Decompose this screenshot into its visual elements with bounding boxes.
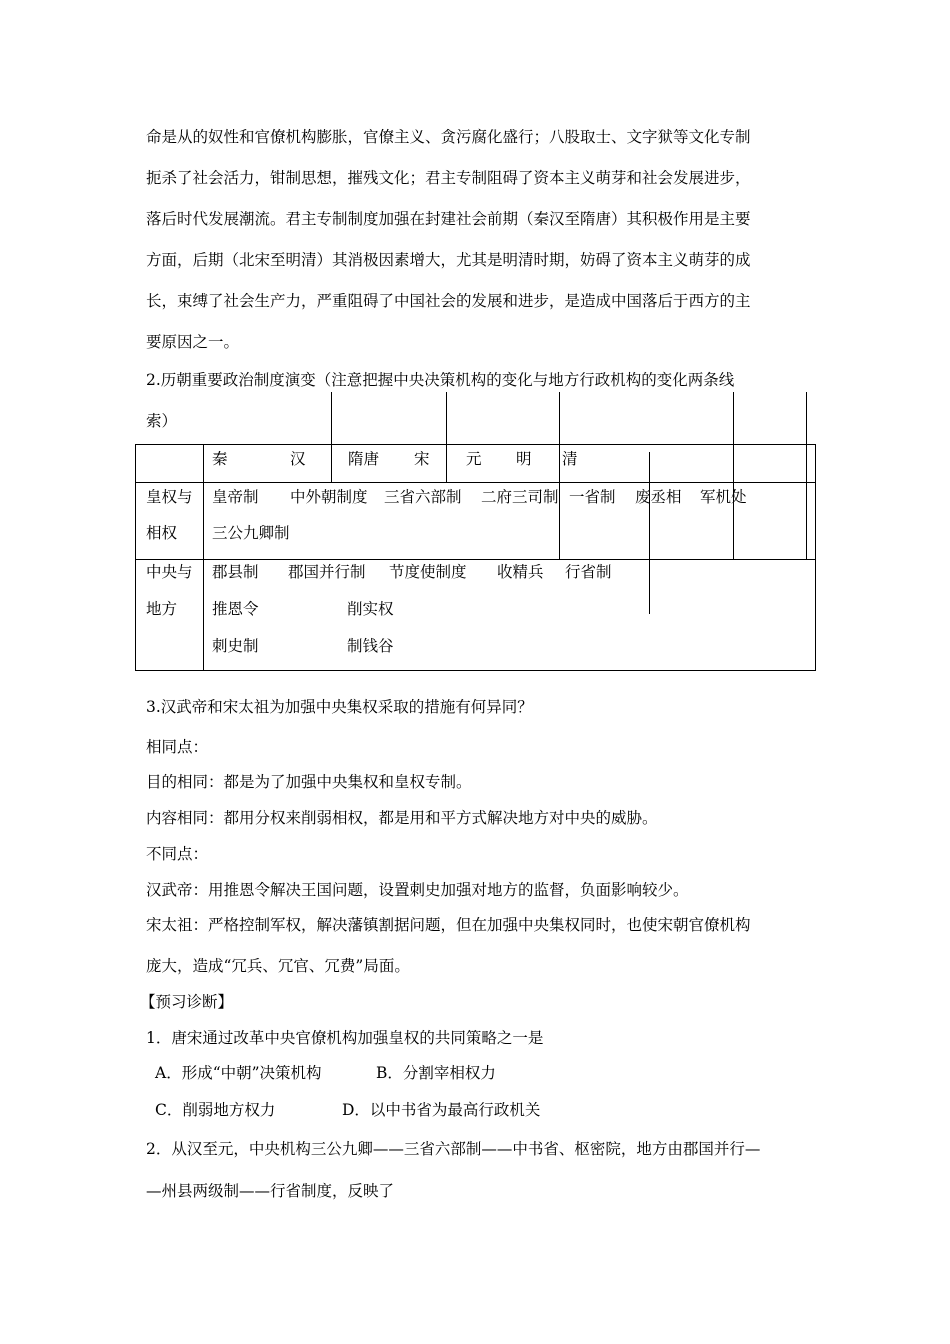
question-1-option-b: B．分割宰相权力 (376, 1064, 496, 1082)
intro-line-5: 长，束缚了社会生产力，严重阻碍了中国社会的发展和进步，是造成中国落后于西方的主 (146, 292, 751, 310)
row2-label-line2: 地方 (146, 600, 178, 618)
row2-item: 收精兵 (497, 563, 544, 581)
table-header-ming: 明 (516, 450, 532, 468)
diff-song-line1: 宋太祖：严格控制军权，解决藩镇割据问题，但在加强中央集权同时，也使宋朝官僚机构 (146, 916, 751, 934)
row1-extra: 三公九卿制 (212, 524, 290, 542)
question-2-line1: 2．从汉至元，中央机构三公九卿——三省六部制——中书省、枢密院，地方由郡国并行— (146, 1140, 761, 1158)
row2-sub: 刺史制 (212, 637, 259, 655)
table-column-divider (203, 445, 204, 670)
row2-item: 行省制 (565, 563, 612, 581)
intro-line-1: 命是从的奴性和官僚机构膨胀，官僚主义、贪污腐化盛行；八股取士、文字狱等文化专制 (146, 128, 751, 146)
diff-points-heading: 不同点： (146, 845, 209, 863)
section3-title: 3.汉武帝和宋太祖为加强中央集权采取的措施有何异同？ (146, 698, 533, 716)
diagnosis-heading: 【预习诊断】 (140, 993, 234, 1011)
row1-item: 废丞相 (635, 488, 682, 506)
row1-item: 中外朝制度 (290, 488, 368, 506)
question-2-line2: —州县两级制——行省制度，反映了 (146, 1182, 395, 1200)
row2-item: 郡县制 (212, 563, 259, 581)
row1-item: 二府三司制 (481, 488, 559, 506)
row1-item: 皇帝制 (212, 488, 259, 506)
section2-title-line1: 2.历朝重要政治制度演变（注意把握中央决策机构的变化与地方行政机构的变化两条线 (146, 371, 735, 389)
row1-item: 军机处 (700, 488, 747, 506)
section2-title-line2: 索） (146, 412, 178, 430)
row1-label-line1: 皇权与 (146, 488, 193, 506)
row2-sub: 削实权 (347, 600, 394, 618)
row2-sub: 推恩令 (212, 600, 259, 618)
timeline-separator (649, 452, 650, 614)
table-header-song: 宋 (414, 450, 430, 468)
table-header-han: 汉 (290, 450, 306, 468)
table-header-suitang: 隋唐 (348, 450, 380, 468)
table-header-yuan: 元 (466, 450, 482, 468)
table-header-qin: 秦 (212, 450, 228, 468)
same-points-heading: 相同点： (146, 738, 209, 756)
intro-line-3: 落后时代发展潮流。君主专制制度加强在封建社会前期（秦汉至隋唐）其积极作用是主要 (146, 210, 751, 228)
table-row-divider (136, 559, 815, 560)
diff-han-text: 汉武帝：用推恩令解决王国问题，设置刺史加强对地方的监督，负面影响较少。 (146, 881, 689, 899)
table-row-divider (136, 482, 815, 483)
row1-item: 三省六部制 (384, 488, 462, 506)
row2-sub: 制钱谷 (347, 637, 394, 655)
intro-line-4: 方面，后期（北宋至明清）其消极因素增大，尤其是明清时期，妨碍了资本主义萌芽的成 (146, 251, 751, 269)
same-goal-text: 目的相同：都是为了加强中央集权和皇权专制。 (146, 773, 472, 791)
intro-line-6: 要原因之一。 (146, 333, 240, 351)
question-1-option-a: A．形成“中朝”决策机构 (155, 1064, 322, 1082)
row1-label-line2: 相权 (146, 524, 178, 542)
row2-label-line1: 中央与 (146, 563, 193, 581)
row2-item: 郡国并行制 (288, 563, 366, 581)
question-1: 1．唐宋通过改革中央官僚机构加强皇权的共同策略之一是 (146, 1029, 544, 1047)
diff-song-line2: 庞大，造成“冗兵、冗官、冗费”局面。 (146, 957, 410, 975)
same-content-text: 内容相同：都用分权来削弱相权，都是用和平方式解决地方对中央的威胁。 (146, 809, 658, 827)
table-header-qing: 清 (562, 450, 578, 468)
row2-item: 节度使制度 (389, 563, 467, 581)
question-1-option-c: C．削弱地方权力 (155, 1101, 276, 1119)
intro-line-2: 扼杀了社会活力，钳制思想，摧残文化；君主专制阻碍了资本主义萌芽和社会发展进步， (146, 169, 751, 187)
row1-item: 一省制 (569, 488, 616, 506)
question-1-option-d: D．以中书省为最高行政机关 (342, 1101, 541, 1119)
